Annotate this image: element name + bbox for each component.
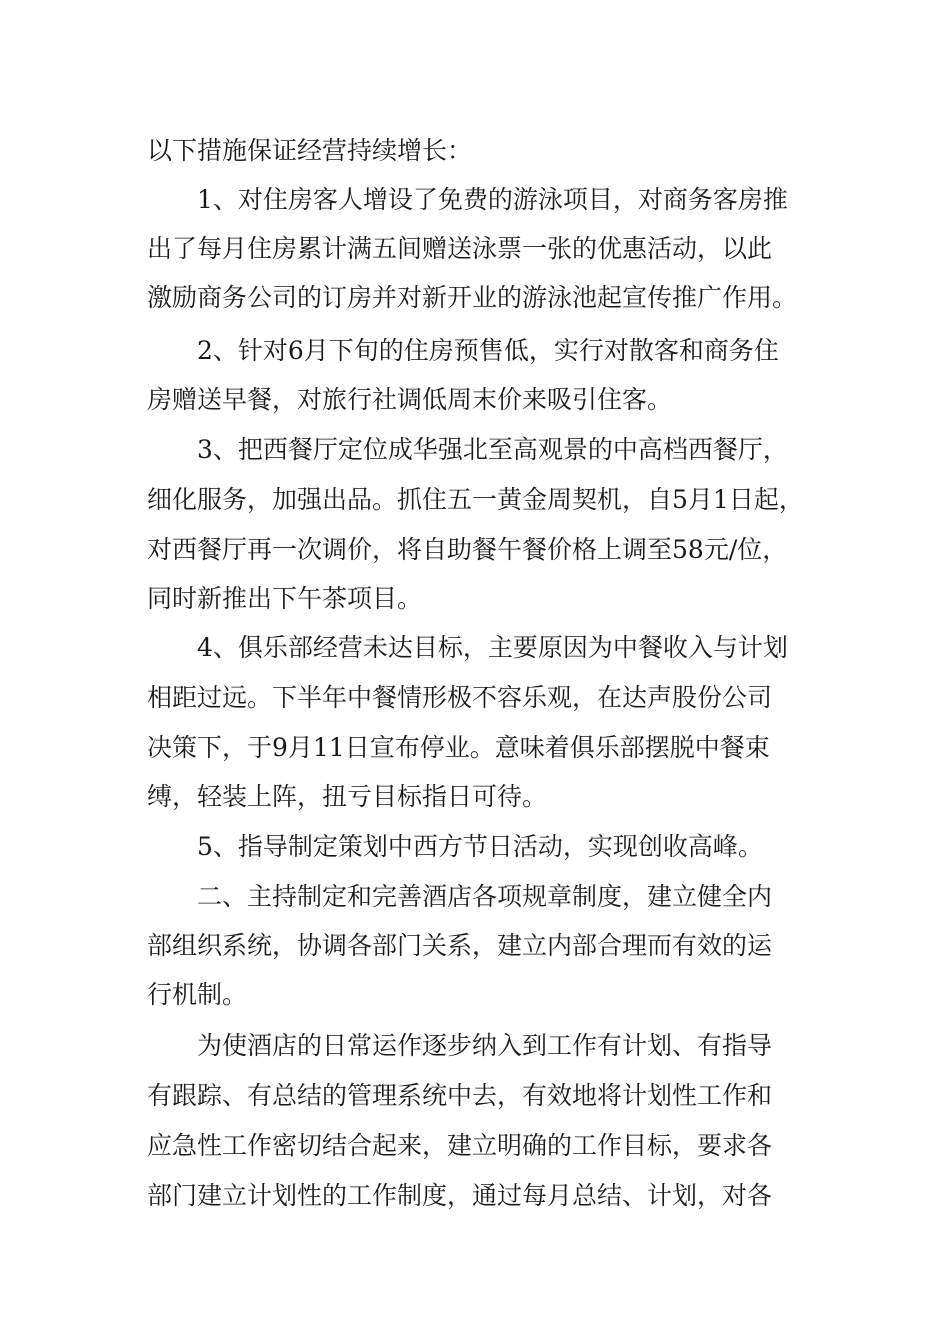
- text-line: 4、俱乐部经营未达目标，主要原因为中餐收入与计划: [197, 633, 788, 662]
- text-line: 决策下，于9月11日宣布停业。意味着俱乐部摆脱中餐束: [147, 733, 770, 762]
- text-line: 房赠送早餐，对旅行社调低周末价来吸引住客。: [147, 385, 673, 414]
- text-line: 激励商务公司的订房并对新开业的游泳池起宣传推广作用。: [147, 283, 798, 312]
- text-line: 以下措施保证经营持续增长：: [147, 136, 473, 165]
- text-line: 2、针对6月下旬的住房预售低，实行对散客和商务住: [197, 336, 779, 365]
- text-line: 出了每月住房累计满五间赠送泳票一张的优惠活动，以此: [147, 234, 773, 263]
- text-line: 行机制。: [147, 980, 248, 1009]
- text-line: 部组织系统，协调各部门关系，建立内部合理而有效的运: [147, 931, 773, 960]
- text-line: 相距过远。下半年中餐情形极不容乐观，在达声股份公司: [147, 683, 773, 712]
- text-line: 为使酒店的日常运作逐步纳入到工作有计划、有指导: [197, 1031, 773, 1060]
- text-line: 有跟踪、有总结的管理系统中去，有效地将计划性工作和: [147, 1081, 773, 1110]
- text-line: 二、主持制定和完善酒店各项规章制度，建立健全内: [197, 882, 773, 911]
- text-line: 应急性工作密切结合起来，建立明确的工作目标，要求各: [147, 1131, 773, 1160]
- text-line: 同时新推出下午茶项目。: [147, 584, 423, 613]
- text-line: 5、指导制定策划中西方节日活动，实现创收高峰。: [197, 832, 763, 861]
- text-line: 缚，轻装上阵，扭亏目标指日可待。: [147, 782, 548, 811]
- text-line: 3、把西餐厅定位成华强北至高观景的中高档西餐厅，: [197, 435, 788, 464]
- text-line: 对西餐厅再一次调价，将自助餐午餐价格上调至58元/位，: [147, 535, 788, 564]
- text-line: 部门建立计划性的工作制度，通过每月总结、计划，对各: [147, 1181, 773, 1210]
- text-line: 细化服务，加强出品。抓住五一黄金周契机，自5月1日起，: [147, 485, 804, 514]
- text-line: 1、对住房客人增设了免费的游泳项目，对商务客房推: [197, 185, 788, 214]
